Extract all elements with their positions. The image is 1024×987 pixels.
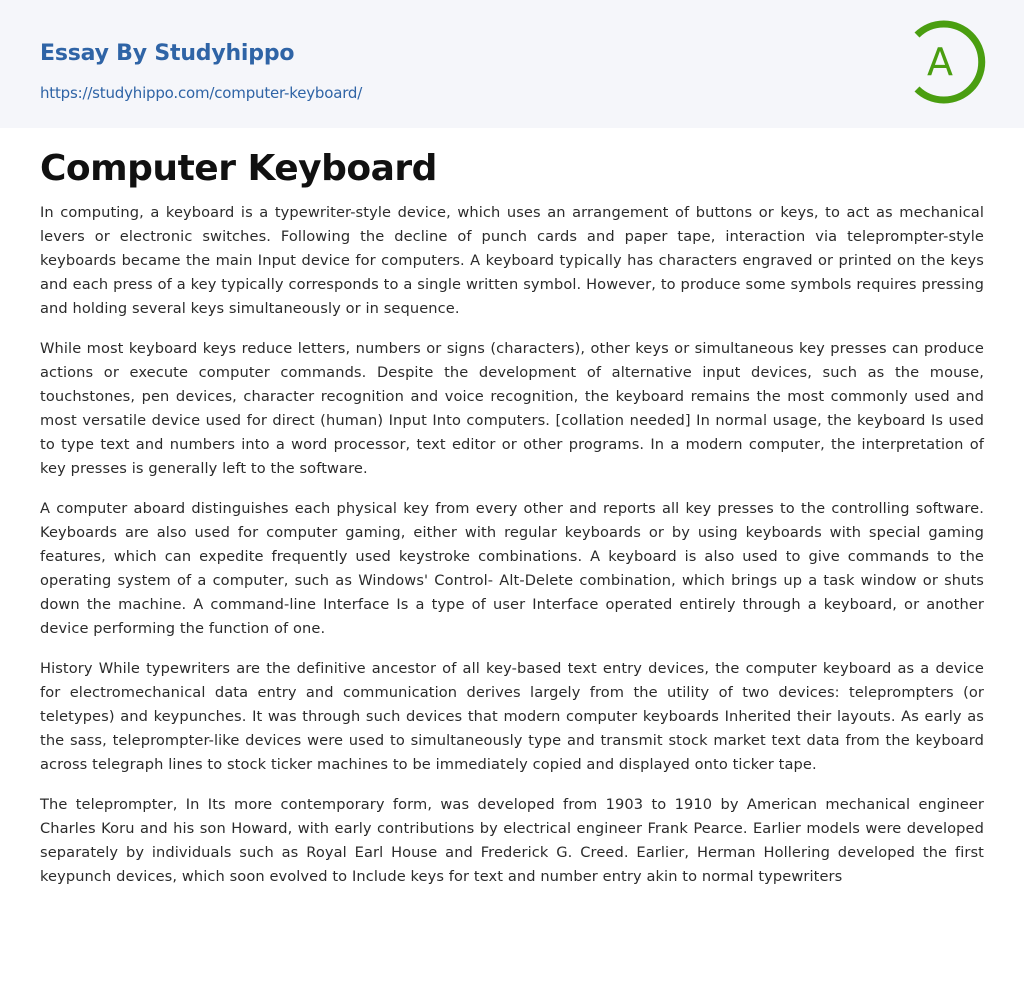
source-url-link[interactable]: https://studyhippo.com/computer-keyboard/	[40, 84, 363, 102]
site-title: Essay By Studyhippo	[40, 41, 295, 66]
paragraph: The teleprompter, In Its more contemporary form, was developed from 1903 to 1910 by American mechanical engineer Charles Koru and his son Howard, with early contributions by electrical engineer Frank Pearce. Earlier models were developed separately by individuals such as Royal Earl House and Frederick G. Creed. Earlier, Herman Hollering developed the first keypunch devices, which soon evolved to Include keys for text and number entry akin to normal typewriters	[40, 796, 984, 885]
paragraph: History While typewriters are the definitive ancestor of all key-based text entry devices, the computer keyboard as a device for electromechanical data entry and communication derives largely from the utility of two devices: teleprompters (or teletypes) and keypunches. It was through such devices that modern computer keyboards Inherited their layouts. As early as the sass, teleprompter-like devices were used to simultaneously type and transmit stock market text data from the keyboard across telegraph lines to stock ticker machines to be immediately copied and displayed onto ticker tape.	[40, 660, 984, 773]
paragraph: While most keyboard keys reduce letters, numbers or signs (characters), other keys or simultaneous key presses can produce actions or execute computer commands. Despite the development of alternative input devices, such as the mouse, touchstones, pen devices, character recognition and voice recognition, the keyboard remains the most commonly used and most versatile device used for direct (human) Input Into computers. [collation needed] In normal usage, the keyboard Is used to type text and numbers into a word processor, text editor or other programs. In a modern computer, the interpretation of key presses is generally left to the software.	[40, 340, 984, 477]
article-title: Computer Keyboard	[40, 148, 437, 189]
logo-letter: A	[927, 40, 953, 84]
paragraph: In computing, a keyboard is a typewriter-style device, which uses an arrangement of buttons or keys, to act as mechanical levers or electronic switches. Following the decline of punch cards and paper tape, interaction via teleprompter-style keyboards became the main Input device for computers. A keyboard typically has characters engraved or printed on the keys and each press of a key typically corresponds to a single written symbol. However, to produce some symbols requires pressing and holding several keys simultaneously or in sequence.	[40, 204, 984, 317]
paragraph: A computer aboard distinguishes each physical key from every other and reports all key presses to the controlling software. Keyboards are also used for computer gaming, either with regular keyboards or by using keyboards with special gaming features, which can expedite frequently used keystroke combinations. A keyboard is also used to give commands to the operating system of a computer, such as Windows' Control- Alt-Delete combination, which brings up a task window or shuts down the machine. A command-line Interface Is a type of user Interface operated entirely through a keyboard, or another device performing the function of one.	[40, 500, 984, 637]
